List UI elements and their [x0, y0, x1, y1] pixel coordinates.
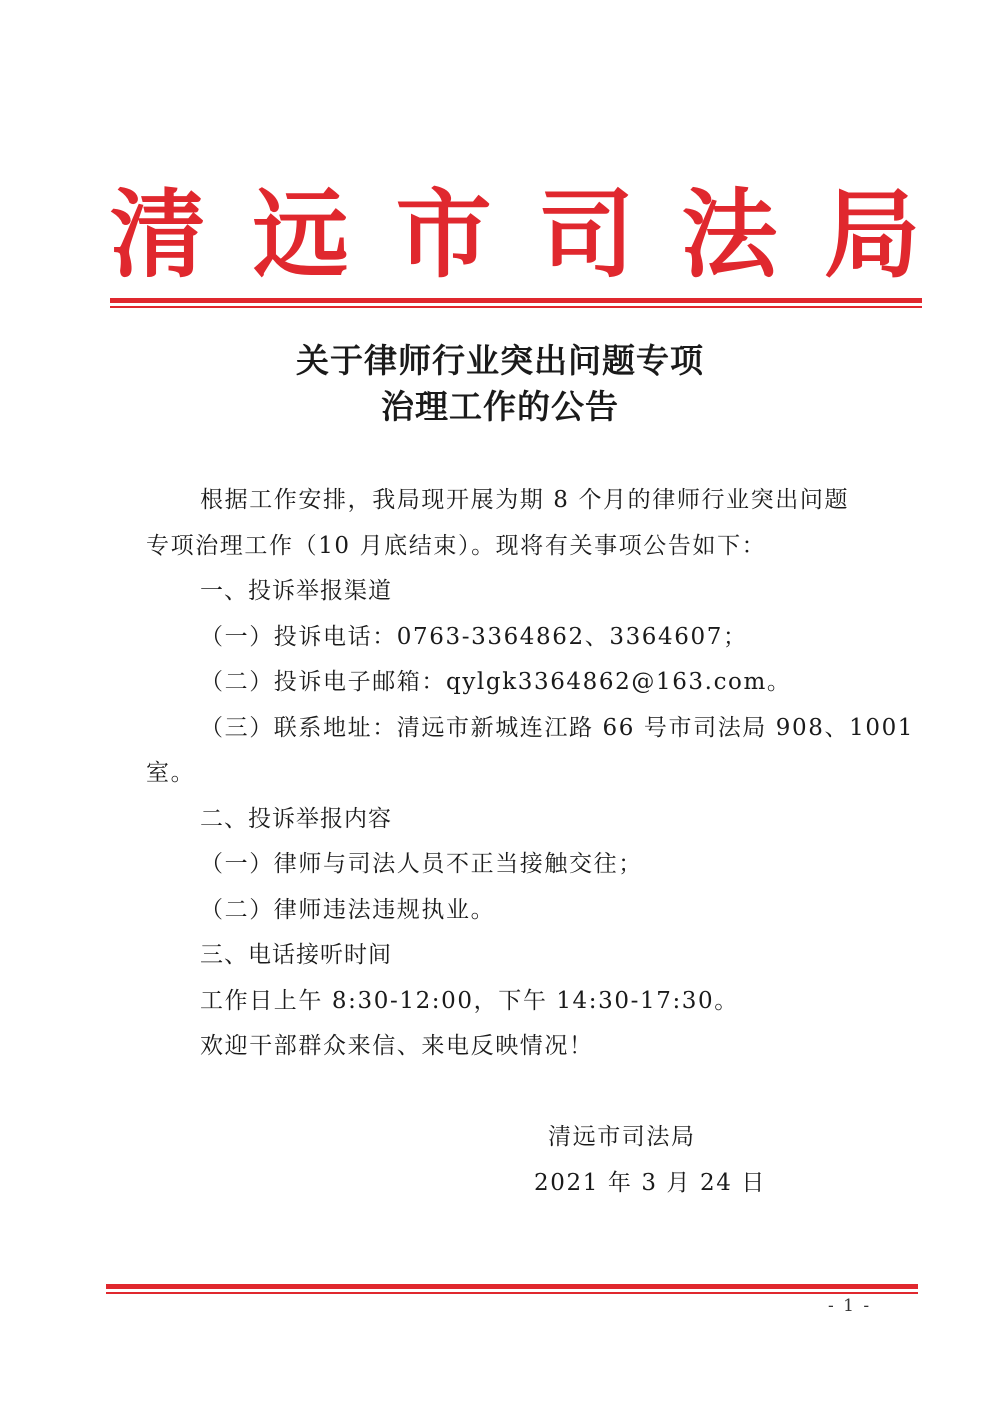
contact-address-line-2: 室。 [146, 760, 196, 786]
title-line-2: 治理工作的公告 [381, 387, 619, 426]
page-number: - 1 - [828, 1296, 872, 1316]
masthead-char: 司 [538, 178, 635, 291]
contact-address-line-1: （三）联系地址：清远市新城连江路 66 号市司法局 908、1001 [200, 714, 915, 741]
masthead-char: 局 [823, 178, 920, 291]
intro-paragraph-line-2: 专项治理工作（10 月底结束）。现将有关事项公告如下： [146, 532, 767, 559]
complaint-email: （二）投诉电子邮箱：qylgk3364862@163.com。 [200, 669, 792, 695]
section-heading-channels: 一、投诉举报渠道 [200, 578, 392, 604]
office-hours: 工作日上午 8:30-12:00，下午 14:30-17:30。 [200, 987, 739, 1014]
content-item-1: （一）律师与司法人员不正当接触交往； [200, 851, 643, 877]
signature-block [534, 1114, 766, 1206]
masthead [110, 180, 920, 290]
section-heading-content: 二、投诉举报内容 [200, 805, 392, 832]
document-title [0, 338, 1000, 430]
masthead-char: 清 [110, 178, 206, 291]
masthead-char: 法 [681, 178, 778, 291]
masthead-char: 远 [252, 178, 349, 291]
masthead-char: 市 [395, 178, 492, 291]
intro-paragraph-line-1: 根据工作安排，我局现开展为期 8 个月的律师行业突出问题 [200, 487, 850, 513]
section-heading-hours: 三、电话接听时间 [200, 942, 392, 968]
content-item-2: （二）律师违法违规执业。 [200, 896, 496, 923]
complaint-phone: （一）投诉电话：0763-3364862、3364607； [200, 623, 748, 650]
signature-date: 2021 年 3 月 24 日 [534, 1170, 766, 1196]
masthead-divider [110, 298, 922, 308]
document-body [146, 478, 915, 1070]
footer-divider [106, 1284, 918, 1294]
title-line-1: 关于律师行业突出问题专项 [296, 341, 704, 380]
welcome-text: 欢迎干部群众来信、来电反映情况！ [200, 1033, 594, 1059]
signature-org: 清远市司法局 [548, 1124, 696, 1150]
